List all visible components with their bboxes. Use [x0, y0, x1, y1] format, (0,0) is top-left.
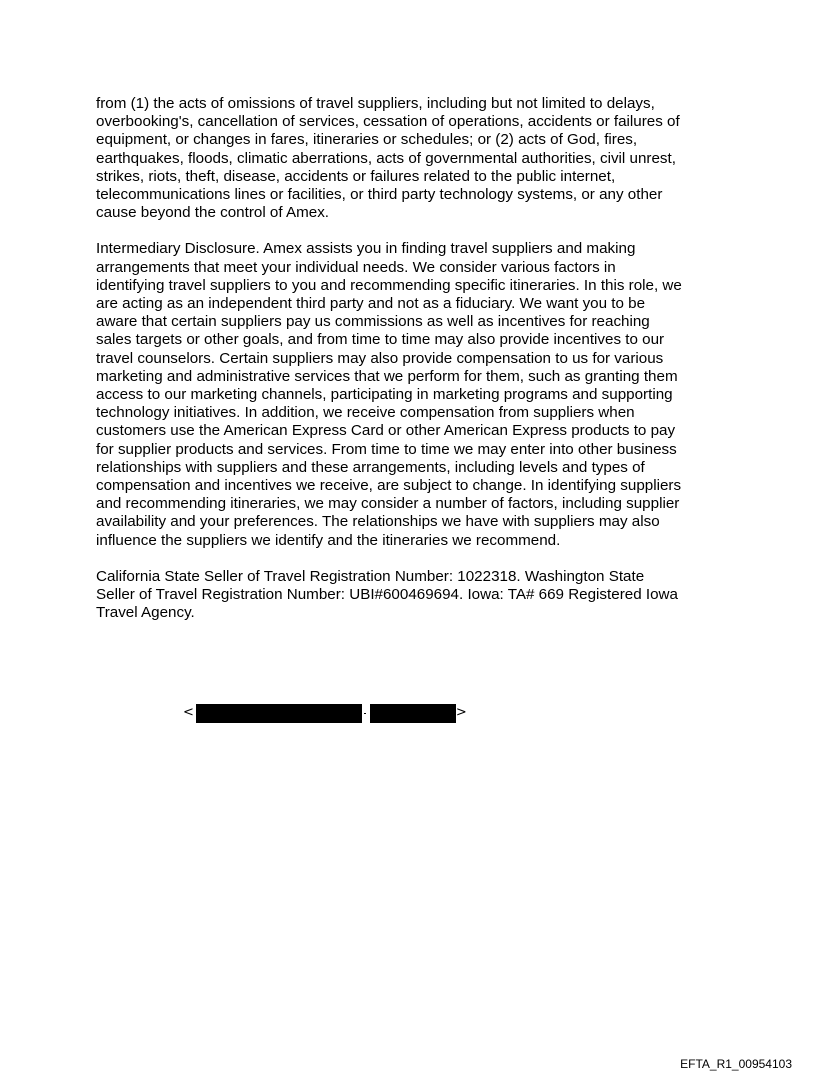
redacted-email	[183, 703, 467, 723]
text-line: Intermediary Disclosure. Amex assists you in finding travel suppliers and making	[96, 240, 636, 258]
text-line: cause beyond the control of Amex.	[96, 204, 330, 222]
text-line: sales targets or other goals, and from time to time may also provide incentives to our	[96, 331, 665, 349]
text-line: travel counselors. Certain suppliers may also provide compensation to us for various	[96, 349, 664, 367]
text-line: Travel Agency.	[96, 604, 195, 622]
text-line: influence the suppliers we identify and the itineraries we recommend.	[96, 531, 561, 549]
text-line: telecommunications lines or facilities, or third party technology systems, or any other	[96, 186, 663, 204]
text-line: relationships with suppliers and these arrangements, including levels and types of	[96, 458, 645, 476]
text-line: from (1) the acts of omissions of travel suppliers, including but not limited to delays,	[96, 95, 655, 112]
text-line: availability and your preferences. The relationships we have with suppliers may also	[96, 513, 660, 531]
document-body	[96, 95, 726, 622]
close-bracket: >	[455, 705, 467, 720]
open-bracket: <	[183, 705, 194, 720]
text-line: Seller of Travel Registration Number: UBI#600469694. Iowa: TA# 669 Registered Iowa	[96, 586, 678, 604]
text-line: aware that certain suppliers pay us commissions as well as incentives for reaching	[96, 313, 650, 331]
redaction-block	[196, 704, 362, 723]
text-line: for supplier products and services. From time to time we may enter into other business	[96, 440, 677, 458]
paragraph-liability	[96, 95, 726, 222]
text-line: marketing and administrative services that we perform for them, such as granting them	[96, 367, 678, 385]
text-line: earthquakes, floods, climatic aberrations, acts of governmental authorities, civil unrest,	[96, 149, 676, 167]
text-line: strikes, riots, theft, disease, accidents or failures related to the public internet,	[96, 167, 616, 185]
text-line: are acting as an independent third party and not as a fiduciary. We want you to be	[96, 295, 646, 313]
paragraph-intermediary-disclosure	[96, 240, 726, 549]
paragraph-spacer	[96, 222, 726, 240]
text-line: access to our marketing channels, participating in marketing programs and supporting	[96, 386, 673, 404]
text-line: overbooking's, cancellation of services, cessation of operations, accidents or failures of	[96, 113, 680, 131]
text-line: customers use the American Express Card or other American Express products to pay	[96, 422, 676, 440]
document-id-footer: EFTA_R1_00954103	[680, 1057, 792, 1071]
text-line: and recommending itineraries, we may consider a number of factors, including supplier	[96, 495, 680, 513]
text-line: compensation and incentives we receive, are subject to change. In identifying suppliers	[96, 477, 682, 495]
paragraph-spacer	[96, 550, 726, 568]
text-line: arrangements that meet your individual needs. We consider various factors in	[96, 258, 616, 276]
text-line: technology initiatives. In addition, we receive compensation from suppliers when	[96, 404, 635, 422]
text-line: California State Seller of Travel Registration Number: 1022318. Washington State	[96, 567, 645, 585]
redaction-block	[370, 704, 456, 723]
paragraph-registration	[96, 568, 726, 623]
text-line: equipment, or changes in fares, itineraries or schedules; or (2) acts of God, fires,	[96, 131, 638, 149]
text-line: identifying travel suppliers to you and recommending specific itineraries. In this role, we	[96, 276, 682, 294]
redaction-separator	[364, 713, 366, 714]
